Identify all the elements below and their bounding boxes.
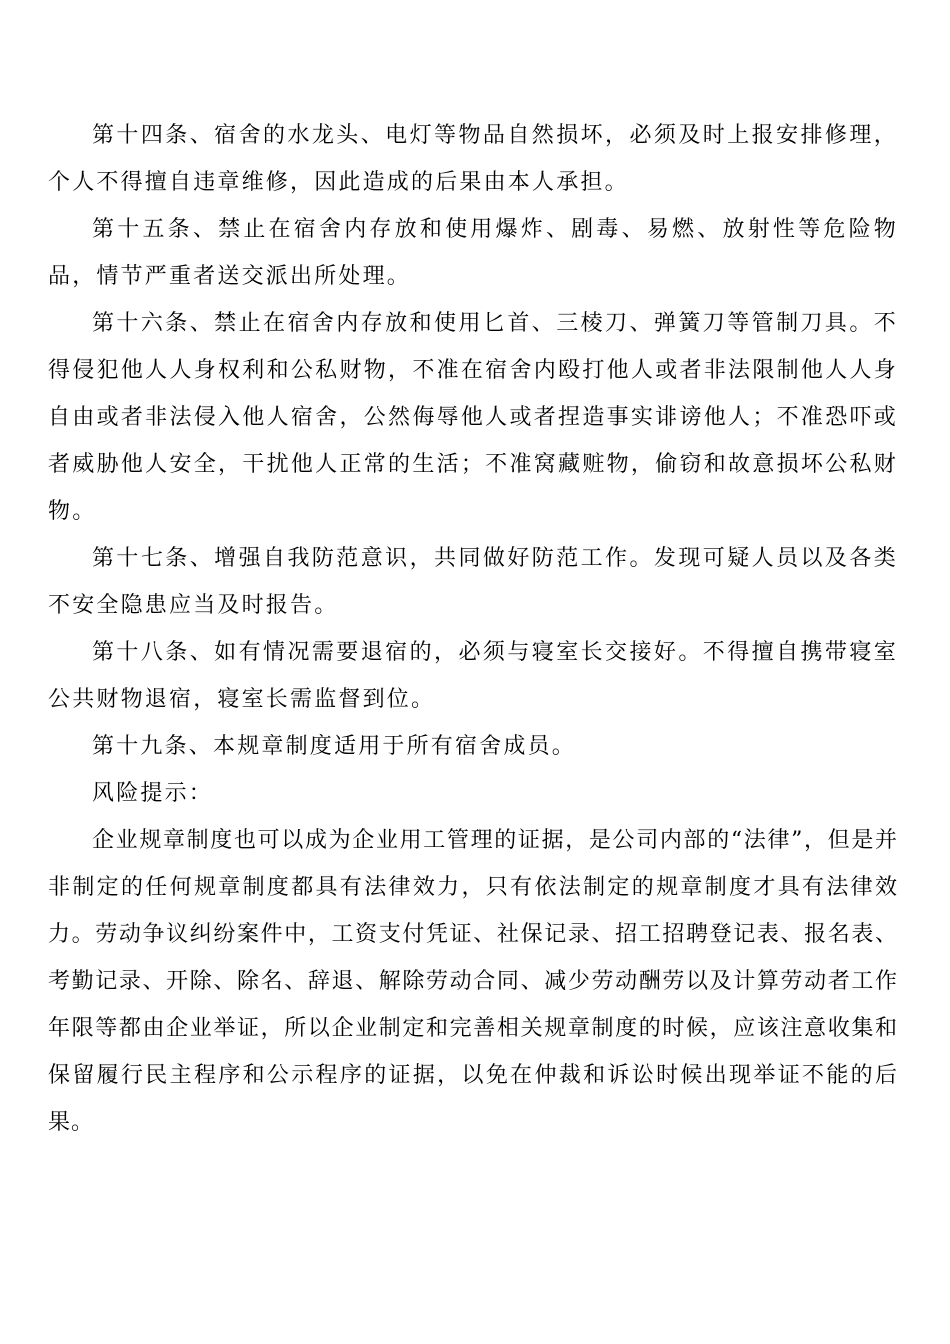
article-17-paragraph: 第十七条、增强自我防范意识，共同做好防范工作。发现可疑人员以及各类不安全隐患应当及时报告。 xyxy=(48,546,898,618)
risk-notice-heading: 风险提示： xyxy=(92,781,214,806)
article-19-paragraph: 第十九条、本规章制度适用于所有宿舍成员。 xyxy=(92,734,577,759)
article-18-paragraph: 第十八条、如有情况需要退宿的，必须与寝室长交接好。不得擅自携带寝室公共财物退宿，寝室长需监督到位。 xyxy=(48,640,898,712)
risk-notice-paragraph: 企业规章制度也可以成为企业用工管理的证据，是公司内部的“法律”，但是并非制定的任何规章制度都具有法律效力，只有依法制定的规章制度才具有法律效力。劳动争议纠纷案件中，工资支付凭证、社保记录、招工招聘登记表、报名表、考勤记录、开除、除名、辞退、解除劳动合同、减少劳动酬劳以及计算劳动者工作年限等都由企业举证，所以企业制定和完善相关规章制度的时候，应该注意收集和保留履行民主程序和公示程序的证据，以免在仲裁和诉讼时候出现举证不能的后果。 xyxy=(48,828,898,1135)
article-15-paragraph: 第十五条、禁止在宿舍内存放和使用爆炸、剧毒、易燃、放射性等危险物品，情节严重者送交派出所处理。 xyxy=(48,217,898,289)
document-body xyxy=(48,112,898,1146)
article-16-paragraph: 第十六条、禁止在宿舍内存放和使用匕首、三棱刀、弹簧刀等管制刀具。不得侵犯他人人身权利和公私财物，不准在宿舍内殴打他人或者非法限制他人人身自由或者非法侵入他人宿舍，公然侮辱他人或者捏造事实诽谤他人；不准恐吓或者威胁他人安全，干扰他人正常的生活；不准窝藏赃物，偷窃和故意损坏公私财物。 xyxy=(48,311,898,524)
article-14-paragraph: 第十四条、宿舍的水龙头、电灯等物品自然损坏，必须及时上报安排修理，个人不得擅自违章维修，因此造成的后果由本人承担。 xyxy=(48,123,898,195)
